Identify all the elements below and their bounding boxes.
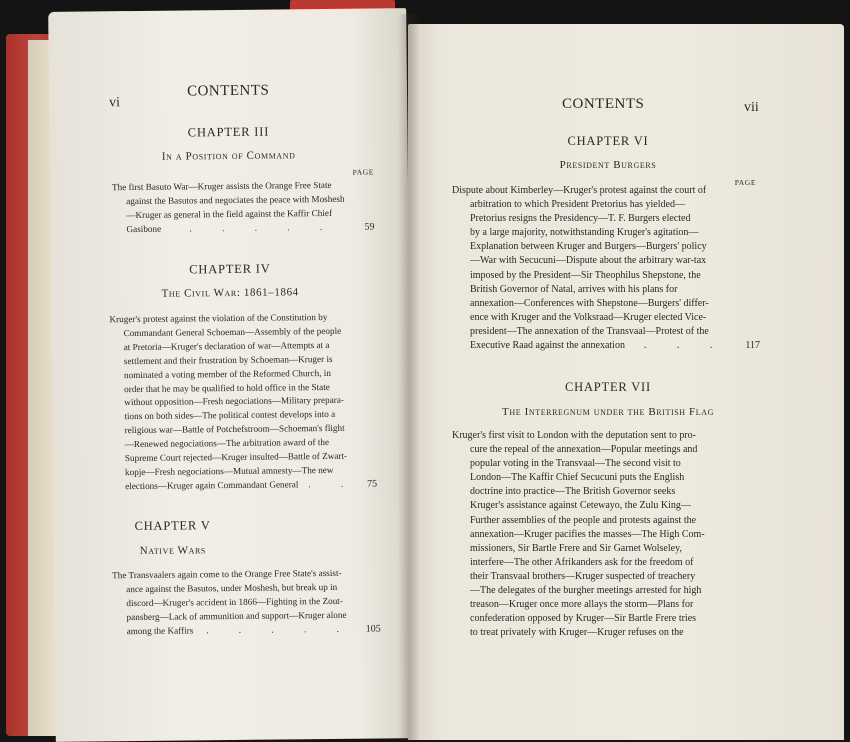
summary-line: interfere—The other Afrikanders ask for the freedom of [470,556,694,568]
summary-leader: among the Kaffirs . . . . . 105 [113,622,381,639]
left-folio: vi [109,95,121,111]
chapter-3-page-label: PAGE [352,167,374,177]
summary-line: ence with Kruger and the Volksraad—Kruger elected Vice- [470,311,707,323]
summary-line: Gasibone [126,223,162,234]
summary-line: ance against the Basutos, under Moshesh, but break up in [126,581,338,595]
summary-line: confederation opposed by Kruger—Sir Bartle Frere tries [470,613,697,625]
right-page [408,24,844,740]
summary-leader: Gasibone . . . . . 59 [112,220,374,237]
right-running-head: CONTENTS [562,96,645,112]
left-page [48,8,414,742]
summary-line: without opposition—Fresh negociations—Military prepara- [124,395,345,408]
chapter-6-summary [452,184,760,353]
summary-line: treason—Kruger once more allays the storm—Plans for [470,599,694,611]
summary-line: against the Basutos and negociates the peace with Moshesh [126,193,345,206]
summary-line: their Transvaal brothers—Kruger suspected of treachery [470,570,696,582]
summary-leader: elections—Kruger again Commandant General . . 75 [111,477,377,494]
summary-line: —Kruger as general in the field against the Kaffir Chief [126,207,333,220]
chapter-6-title: President Burgers [559,159,657,171]
summary-line: president—The annexation of the Transvaal—Protest of the [470,325,709,337]
summary-line: by a large majority, notwithstanding Kruger's agitation— [470,227,699,239]
summary-line: Explanation between Kruger and Burgers—Burgers' policy [470,241,707,253]
summary-line: Executive Raad against the annexation [470,340,625,352]
left-running-head: CONTENTS [186,82,270,100]
summary-line: Commandant General Schoeman—Assembly of the people [123,325,342,339]
chapter-5-summary [112,566,381,638]
summary-line: annexation—Conferences with Shepstone—Burgers' differ- [470,297,709,309]
chapter-4-summary [109,310,377,494]
summary-line: The first Basuto War—Kruger assists the Orange Free State [111,179,332,193]
summary-line: —War with Secucuni—Dispute about the arbitrary war-tax [470,255,707,267]
chapter-7-title: The Interregnum under the British Flag [502,406,714,418]
summary-line: arbitration to which President Pretorius has yielded— [470,199,685,211]
summary-line: kopje—Fresh negociations—Mutual amnesty—The new [124,464,334,478]
chapter-4-page-number: 75 [367,478,378,490]
summary-line: London—The Kaffir Chief Secucuni puts the English [470,472,685,484]
summary-line: missioners, Sir Bartle Frere and Sir Garnet Wolseley, [470,542,682,554]
chapter-6-page-number: 117 [745,340,760,352]
book-spine-shadow [398,14,420,740]
summary-line: to treat privately with Kruger—Kruger refuses on the [470,627,684,639]
summary-line: cure the repeal of the annexation—Popular meetings and [470,444,698,456]
chapter-6-page-label: PAGE [734,178,756,187]
summary-line: tions on both sides—The political contest develops into a [124,409,336,422]
summary-line: elections—Kruger again Commandant General [125,479,299,491]
summary-line: Kruger's assistance against Cetewayo, the Zulu King— [470,500,691,512]
chapter-5-number: CHAPTER V [134,518,211,534]
summary-line: popular voting in the Transvaal—The second visit to [470,458,681,470]
summary-line: Supreme Court rejected—Kruger insulted—Battle of Zwart- [124,450,348,464]
chapter-4-title: The Civil War: 1861–1864 [161,286,299,300]
summary-line: imposed by the President—Sir Theophilus Shepstone, the [470,269,701,281]
summary-line: order that he may be qualified to hold office in the State [124,381,330,394]
summary-line: among the Kaffirs [126,625,194,636]
chapter-3-page-number: 59 [364,221,375,233]
summary-line: discord—Kruger's accident in 1866—Fighting in the Zout- [126,595,343,608]
chapter-7-number: CHAPTER VII [564,380,651,394]
chapter-5-page-number: 105 [365,623,381,635]
chapter-6-number: CHAPTER VI [567,134,649,148]
summary-line: nominated a voting member of the Reformed Church, in [123,367,331,380]
summary-line: —The delegates of the burgher meetings arrested for high [470,585,702,597]
summary-line: Further assemblies of the people and protests against the [470,514,697,526]
summary-line: Dispute about Kimberley—Kruger's protest against the court of [452,185,707,196]
chapter-3-summary [112,178,375,236]
chapter-4-number: CHAPTER IV [189,261,271,277]
summary-line: Kruger's protest against the violation of the Constitution by [109,311,328,325]
summary-line: pansberg—Lack of ammunition and support—Kruger alone [126,609,347,622]
summary-line: —Renewed negociations—The arbitration award of the [124,437,330,450]
summary-line: annexation—Kruger pacifies the masses—The High Com- [470,528,705,540]
summary-line: at Pretoria—Kruger's declaration of war—Attempts at a [123,339,330,352]
chapter-7-summary [452,429,734,640]
summary-line: Pretorius resigns the Presidency—T. F. Burgers elected [470,213,691,225]
summary-line: doctrine into practice—The British Governor seeks [470,486,676,498]
right-folio: vii [744,100,759,115]
summary-line: settlement and their frustration by Schoeman—Kruger is [123,353,333,366]
summary-leader: Executive Raad against the annexation . . . 117 [452,339,760,353]
summary-line: Kruger's first visit to London with the deputation sent to pro- [452,430,696,441]
summary-line: British Governor of Natal, arrives with his plans for [470,283,678,295]
summary-line: The Transvaalers again come to the Orange Free State's assist- [112,567,342,581]
chapter-5-title: Native Wars [139,544,206,557]
summary-line: religious war—Battle of Potchefstroom—Schoeman's flight [124,423,345,436]
chapter-3-title: In a Position of Command [161,149,296,163]
chapter-3-number: CHAPTER III [187,124,270,140]
